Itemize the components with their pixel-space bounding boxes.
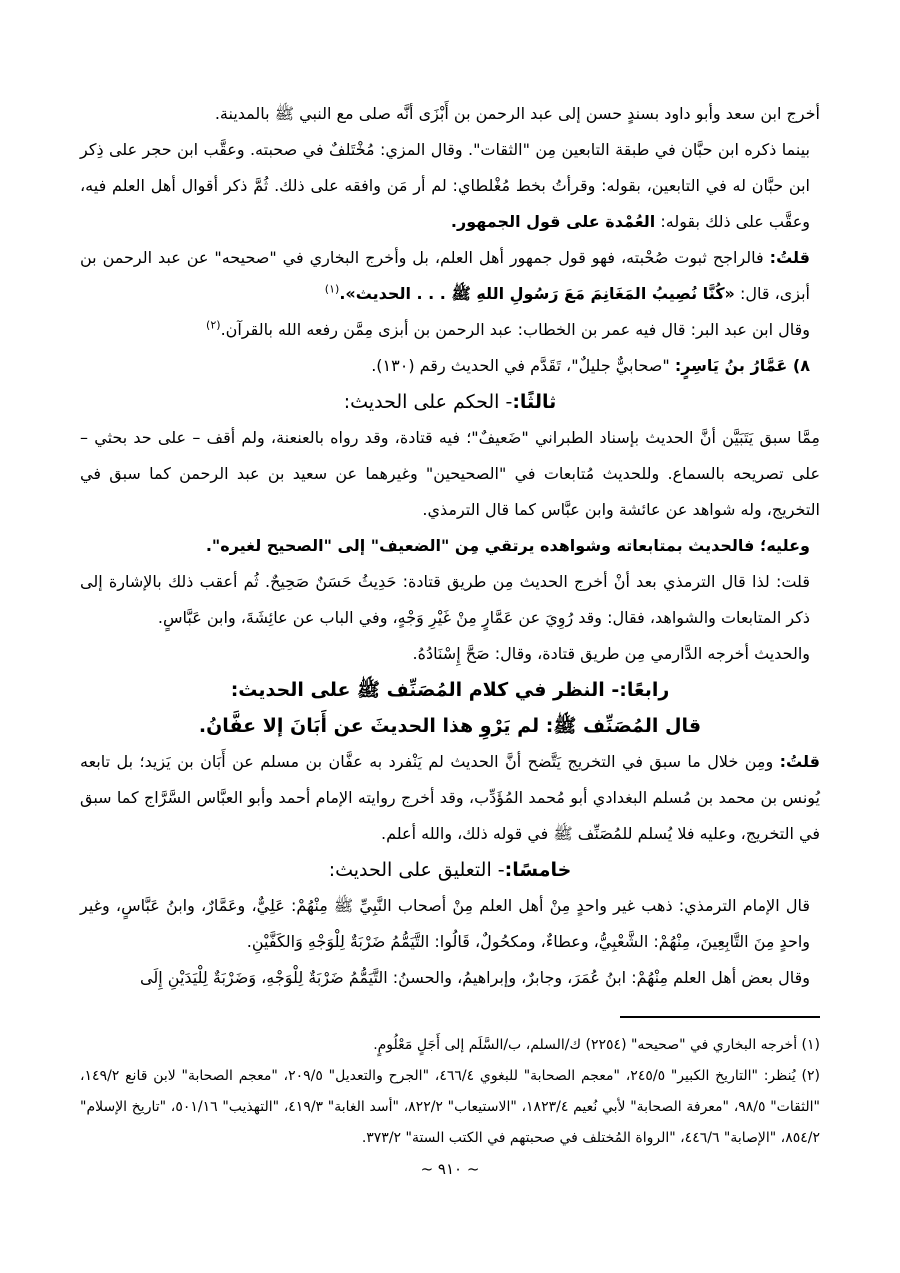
paragraph-5-text: "صحابيٌّ جليلٌ"، تَقَدَّم في الحديث رقم (١٣٠).	[371, 356, 670, 375]
paragraph-11-text: قال الإمام الترمذي: ذهب غير واحدٍ مِنْ أهل العلم مِنْ أصحاب النَّبِيِّ ﷺ مِنْهُمْ: عَلِيٌّ، وعَمَّارٌ، وابنُ عَبَّاسٍ، وغير واحدٍ مِنَ التَّابِعِينَ، مِنْهُمْ: الشَّعْبِيُّ، وعطاءٌ، ومكحُولٌ، قَالُوا: التَّيَمُّمُ ضَرْبَةٌ لِلْوَجْهِ وَالكَفَّيْنِ.	[80, 896, 810, 951]
section-heading-4-text: - النظر في كلام المُصَنِّف ﷺ على الحديث:	[230, 679, 620, 701]
paragraph-2	[80, 132, 820, 240]
author-statement-text: قال المُصَنِّف ﷺ: لم يَرْوِ هذا الحديثَ عن أَبَانَ إلا عفَّانُ.	[198, 715, 702, 737]
paragraph-6	[80, 420, 820, 528]
paragraph-9-text: والحديث أخرجه الدَّارمي مِن طريق قتادة، وقال: صَحَّ إِسْنَادُهُ.	[412, 644, 810, 663]
footnote-2-text: (٢) يُنظر: "التاريخ الكبير" ٢٤٥/٥، "معجم الصحابة" للبغوي ٤٦٦/٤، "الجرح والتعديل" ٢٠٩/٥، "معجم الصحابة" لابن قانع ١٤٩/٢، "الثقات" ٩٨/٥، "معرفة الصحابة" لأبي نُعيم ١٨٢٣/٤، "الاستيعاب" ٨٢٢/٢، "أسد الغابة" ٤١٩/٣، "التهذيب" ٥٠١/١٦، "تاريخ الإسلام" ٨٥٤/٢، "الإصابة" ٤٤٦/٦، "الرواة المُختلف في صحبتهم في الكتب الستة" ٣٧٣/٢.	[80, 1068, 820, 1146]
paragraph-10	[80, 744, 820, 852]
paragraph-2-text: بينما ذكره ابن حبَّان في طبقة التابعين مِن "الثقات". وقال المزي: مُخْتَلفٌ في صحبته. وعقَّب ابن حجر على ذِكر ابن حبَّان له في التابعين، بقوله: وقرأتُ بخط مُغْلطاي: لم أر مَن وافقه على ذلك. ثُمَّ ذكر أقوال أهل العلم فيه، وعقَّب على ذلك بقوله:	[80, 140, 810, 231]
paragraph-9	[80, 636, 820, 672]
paragraph-7-bold: وعليه؛ فالحديث بمتابعاته وشواهده يرتقي مِن "الضعيف" إلى "الصحيح لغيره".	[205, 536, 810, 555]
section-heading-3-text: - الحكم على الحديث:	[343, 391, 513, 413]
section-heading-4	[80, 672, 820, 708]
section-heading-5-text: - التعليق على الحديث:	[328, 859, 505, 881]
paragraph-3-text: فالراجح ثبوت صُحْبته، فهو قول جمهور أهل العلم، بل وأخرج البخاري في "صحيحه" عن عبد الرحمن بن أبزى، قال:	[80, 248, 810, 303]
paragraph-8-text: قلت: لذا قال الترمذي بعد أنْ أخرج الحديث مِن طريق قتادة: حَدِيثُ حَسَنٌ صَحِيحٌ. ثُم أعقب ذلك بالإشارة إلى ذكر المتابعات والشواهد، فقال: وقد رُوِيَ عن عَمَّارٍ مِنْ غَيْرِ وَجْهٍ، وفي الباب عن عائِشَةَ، وابن عَبَّاسٍ.	[80, 572, 810, 627]
footnote-2	[80, 1061, 820, 1154]
paragraph-2-bold: العُمْدة على قول الجمهور.	[450, 212, 656, 231]
section-heading-3	[80, 384, 820, 420]
footnote-ref-2[interactable]: (٢)	[206, 318, 221, 332]
page-number: ~ ٩١٠ ~	[420, 1160, 480, 1178]
section-heading-4-label: رابعًا:	[619, 679, 670, 701]
author-statement	[80, 708, 820, 744]
paragraph-6-text: مِمَّا سبق يَتَبَيَّن أنَّ الحديث بإسناد الطبراني "ضَعيفٌ"؛ فيه قتادة، وقد رواه بالعنعنة، ولم أقف – على حد بحثي – على تصريحه بالسماع. وللحديث مُتابعات في "الصحيحين" وغيرهما عن سعيد بن عبد الرحمن كما سبق في التخريج، وله شواهد عن عائشة وابن عبَّاس كما قال الترمذي.	[80, 428, 820, 519]
paragraph-1	[80, 96, 820, 132]
paragraph-10-text: ومِن خلال ما سبق في التخريج يَتَّضح أنَّ الحديث لم يَنْفرد به عفَّان بن مسلم عن أَبَان بن يَزيد؛ بل تابعه يُونس بن محمد بن مُسلم البغدادي أبو مُحمد المُؤَدِّب، وقد أخرج روايته الإمام أحمد وأبو العبَّاس السَّرَّاج كما سبق في التخريج، وعليه فلا يُسلم للمُصَنِّف ﷺ في قوله ذلك، والله أعلم.	[80, 752, 820, 843]
paragraph-3	[80, 240, 820, 312]
paragraph-11	[80, 888, 820, 960]
paragraph-7	[80, 528, 820, 564]
paragraph-8	[80, 564, 820, 636]
paragraph-3-lead: قلتُ:	[769, 248, 811, 267]
paragraph-4-text: وقال ابن عبد البر: قال فيه عمر بن الخطاب: عبد الرحمن بن أبزى مِمَّن رفعه الله بالقرآن.	[220, 320, 810, 339]
footnote-1-text: (١) أخرجه البخاري في "صحيحه" (٢٢٥٤) ك/السلم، ب/السَّلَم إلى أَجَلٍ مَعْلُومٍ.	[373, 1037, 820, 1053]
section-heading-3-label: ثالثًا:	[512, 391, 557, 413]
footnote-separator	[620, 1016, 820, 1018]
paragraph-1-text: أخرج ابن سعد وأبو داود بسندٍ حسن إلى عبد الرحمن بن أَبْزَى أنَّه صلى مع النبي ﷺ بالمدينة.	[214, 104, 820, 123]
section-heading-5-label: خامسًا:	[504, 859, 572, 881]
paragraph-12	[80, 960, 820, 996]
paragraph-5	[80, 348, 820, 384]
hadith-quote: «كُنَّا نُصِيبُ المَغَانِمَ مَعَ رَسُولِ اللهِ ﷺ . . . الحديث».	[339, 284, 735, 303]
paragraph-10-lead: قلتُ:	[779, 752, 820, 771]
narrator-name: ٨) عَمَّارُ بنُ يَاسِرٍ:	[674, 356, 810, 375]
footnote-1	[80, 1030, 820, 1061]
paragraph-12-text: وقال بعض أهل العلم مِنْهُمْ: ابنُ عُمَرَ، وجابرٌ، وإبراهيمُ، والحسنُ: التَّيَمُّمُ ضَرْبَةٌ لِلْوَجْهِ، وَضَرْبَةٌ لِلْيَدَيْنِ إِلَى	[140, 968, 810, 987]
paragraph-4	[80, 312, 820, 348]
section-heading-5	[80, 852, 820, 888]
footnote-ref-1[interactable]: (١)	[324, 282, 340, 296]
